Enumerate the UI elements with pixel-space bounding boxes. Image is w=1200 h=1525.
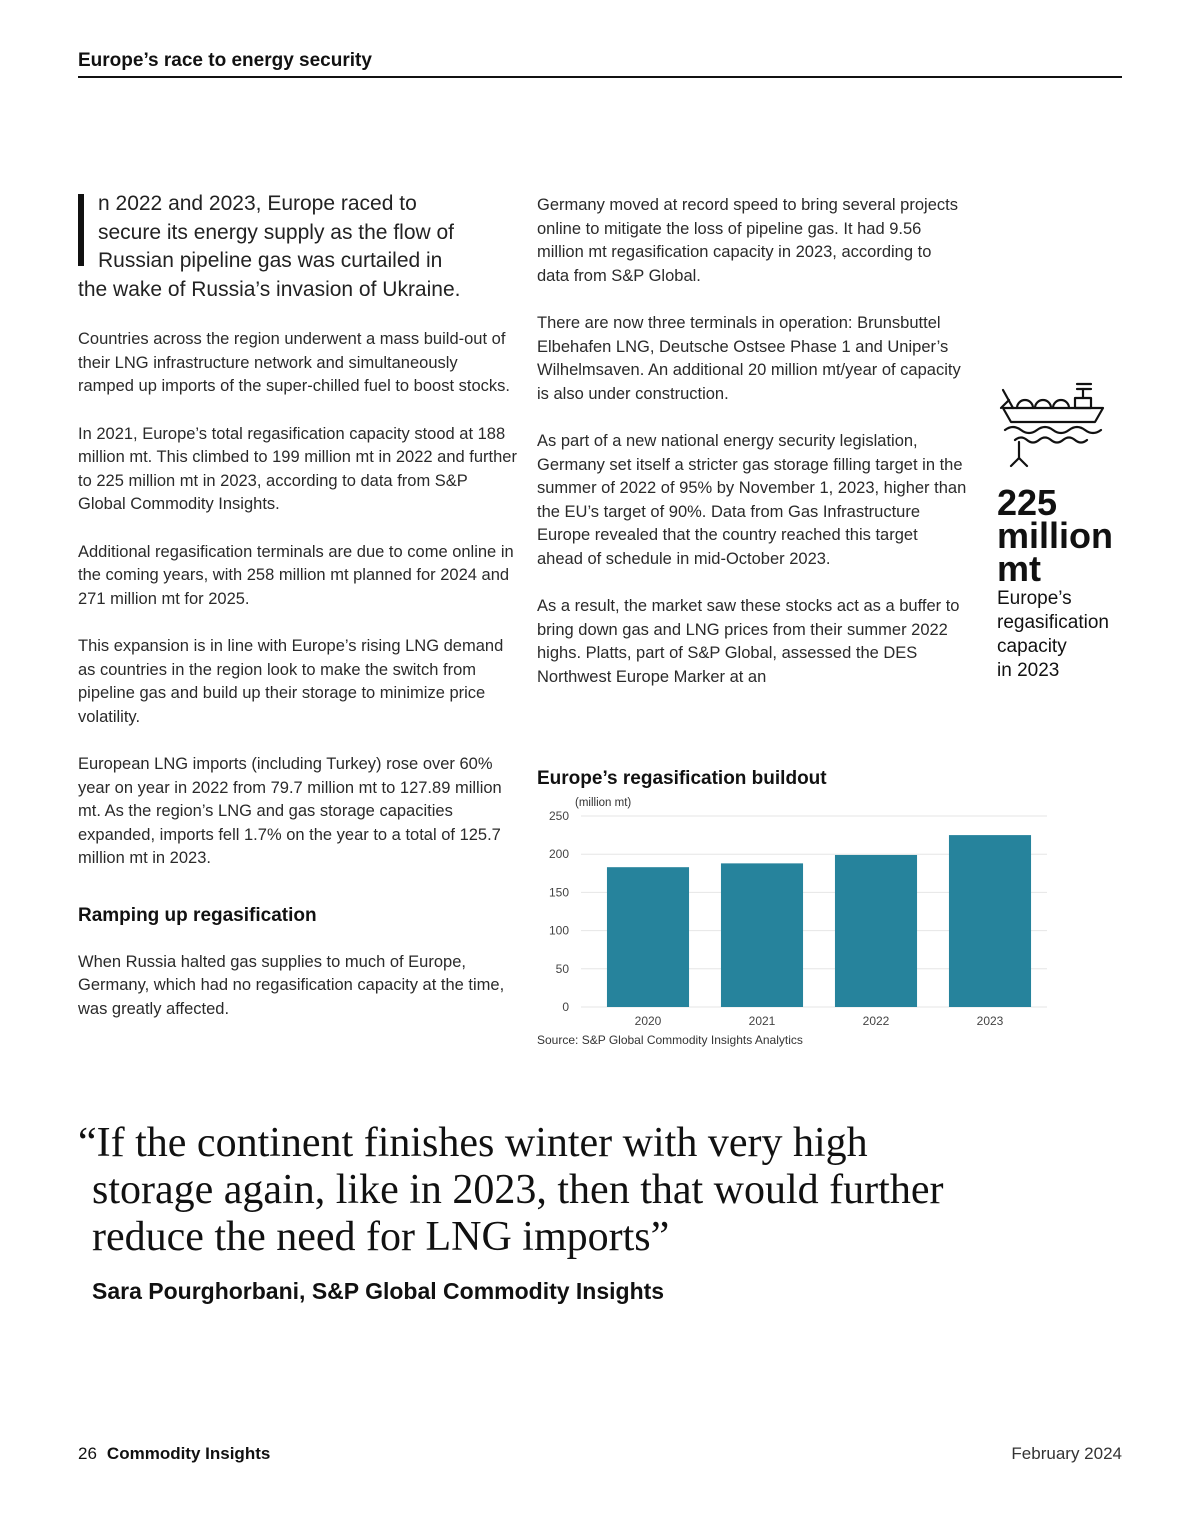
- body-paragraph: European LNG imports (including Turkey) rose over 60% year on year in 2022 from 79.7 million mt to 127.89 million mt. As the region’s LNG and gas storage capacities expanded, imports fell 1.7% on the year to a total of 125.7 million mt in 2023.: [78, 755, 502, 867]
- y-tick-label: 250: [548, 809, 569, 823]
- chart-bar: [835, 855, 917, 1007]
- quote-line: storage again, like in 2023, then that would further: [92, 1167, 944, 1213]
- y-tick-label: 100: [548, 923, 569, 938]
- y-tick-label: 200: [548, 847, 569, 862]
- left-column: [78, 190, 518, 1021]
- y-tick-label: 50: [555, 961, 569, 976]
- y-tick-label: 150: [548, 885, 569, 900]
- chart-y-axis-label: (million mt): [575, 797, 632, 809]
- middle-column: [537, 194, 967, 713]
- body-paragraph: Additional regasification terminals are due to come online in the coming years, with 258 million mt planned for 2024 and 271 million mt for 2025.: [78, 542, 514, 608]
- body-paragraph: As part of a new national energy security legislation, Germany set itself a stricter gas storage filling target in the summer of 2022 of 95% by November 1, 2023, higher than the EU’s target of 90%. Data from Gas Infrastructure Europe revealed that the country reached this target ahead of schedule in mid-October 2023.: [537, 432, 967, 568]
- stat-callout: [997, 380, 1137, 683]
- stat-number-line: mt: [997, 548, 1041, 589]
- x-tick-label: 2023: [976, 1014, 1004, 1028]
- publication-date: February 2024: [1011, 1444, 1122, 1463]
- chart-title: Europe’s regasification buildout: [537, 768, 827, 789]
- stat-number-line: 225: [997, 482, 1058, 523]
- quote-line: “If the continent finishes winter with very high: [78, 1120, 868, 1166]
- body-paragraph: Countries across the region underwent a mass build-out of their LNG infrastructure network and simultaneously ramped up imports of the super-chilled fuel to boost stocks.: [78, 330, 510, 395]
- stat-label-line: regasification: [997, 612, 1109, 633]
- dropcap-letter: [78, 194, 84, 266]
- intro-line: secure its energy supply as the flow of: [98, 220, 455, 244]
- intro-line: n 2022 and 2023, Europe raced to: [98, 192, 417, 215]
- lng-ship-icon: [999, 380, 1107, 472]
- stat-label-line: in 2023: [997, 660, 1060, 681]
- body-paragraph: This expansion is in line with Europe’s rising LNG demand as countries in the region look to make the switch from pipeline gas and build up their storage to minimize price volatility.: [78, 637, 504, 726]
- body-paragraph: As a result, the market saw these stocks act as a buffer to bring down gas and LNG prices from their summer 2022 highs. Platts, part of S&P Global, assessed the DES Northwest Europe Marker at an: [537, 597, 960, 686]
- section-title: Europe’s race to energy security: [78, 50, 372, 71]
- body-paragraph: Germany moved at record speed to bring several projects online to mitigate the loss of pipeline gas. It had 9.56 million mt regasification capacity in 2023, according to data from S&P Global.: [537, 196, 958, 285]
- x-tick-label: 2020: [634, 1014, 662, 1028]
- stat-label-line: capacity: [997, 636, 1067, 657]
- chart-bar: [949, 835, 1031, 1007]
- chart-bar: [721, 863, 803, 1007]
- chart-source: Source: S&P Global Commodity Insights Analytics: [537, 1033, 803, 1047]
- intro-paragraph: [78, 190, 518, 304]
- intro-line: the wake of Russia’s invasion of Ukraine.: [78, 277, 461, 301]
- footer-left: [78, 1444, 270, 1464]
- body-paragraph: There are now three terminals in operation: Brunsbuttel Elbehafen LNG, Deutsche Ostsee Phase 1 and Uniper’s Wilhelmsaven. An additional 20 million mt/year of capacity is also under construction.: [537, 314, 961, 403]
- publication-name: Commodity Insights: [106, 1444, 271, 1463]
- x-tick-label: 2021: [748, 1014, 776, 1028]
- body-paragraph: In 2021, Europe’s total regasification capacity stood at 188 million mt. This climbed to 199 million mt in 2022 and further to 225 million mt in 2023, according to data from S&P Global Commodity Insights.: [78, 424, 517, 513]
- bar-chart: [537, 792, 1057, 1030]
- header-divider: [78, 76, 1122, 78]
- stat-number-line: million: [997, 515, 1113, 556]
- chart-bar: [607, 867, 689, 1007]
- section-subhead: Ramping up regasification: [78, 904, 317, 926]
- stat-number: [997, 482, 1137, 589]
- quote-attribution: Sara Pourghorbani, S&P Global Commodity Insights: [92, 1278, 665, 1304]
- stat-label-line: Europe’s: [997, 588, 1072, 609]
- body-paragraph: When Russia halted gas supplies to much of Europe, Germany, which had no regasification capacity at the time, was greatly affected.: [78, 952, 505, 1018]
- pull-quote: [78, 1120, 1078, 1261]
- x-tick-label: 2022: [862, 1014, 890, 1028]
- y-tick-label: 0: [562, 1000, 569, 1014]
- quote-line: reduce the need for LNG imports”: [92, 1214, 670, 1260]
- intro-line: Russian pipeline gas was curtailed in: [98, 249, 443, 272]
- stat-label: [997, 587, 1137, 683]
- page-number: 26: [78, 1444, 97, 1463]
